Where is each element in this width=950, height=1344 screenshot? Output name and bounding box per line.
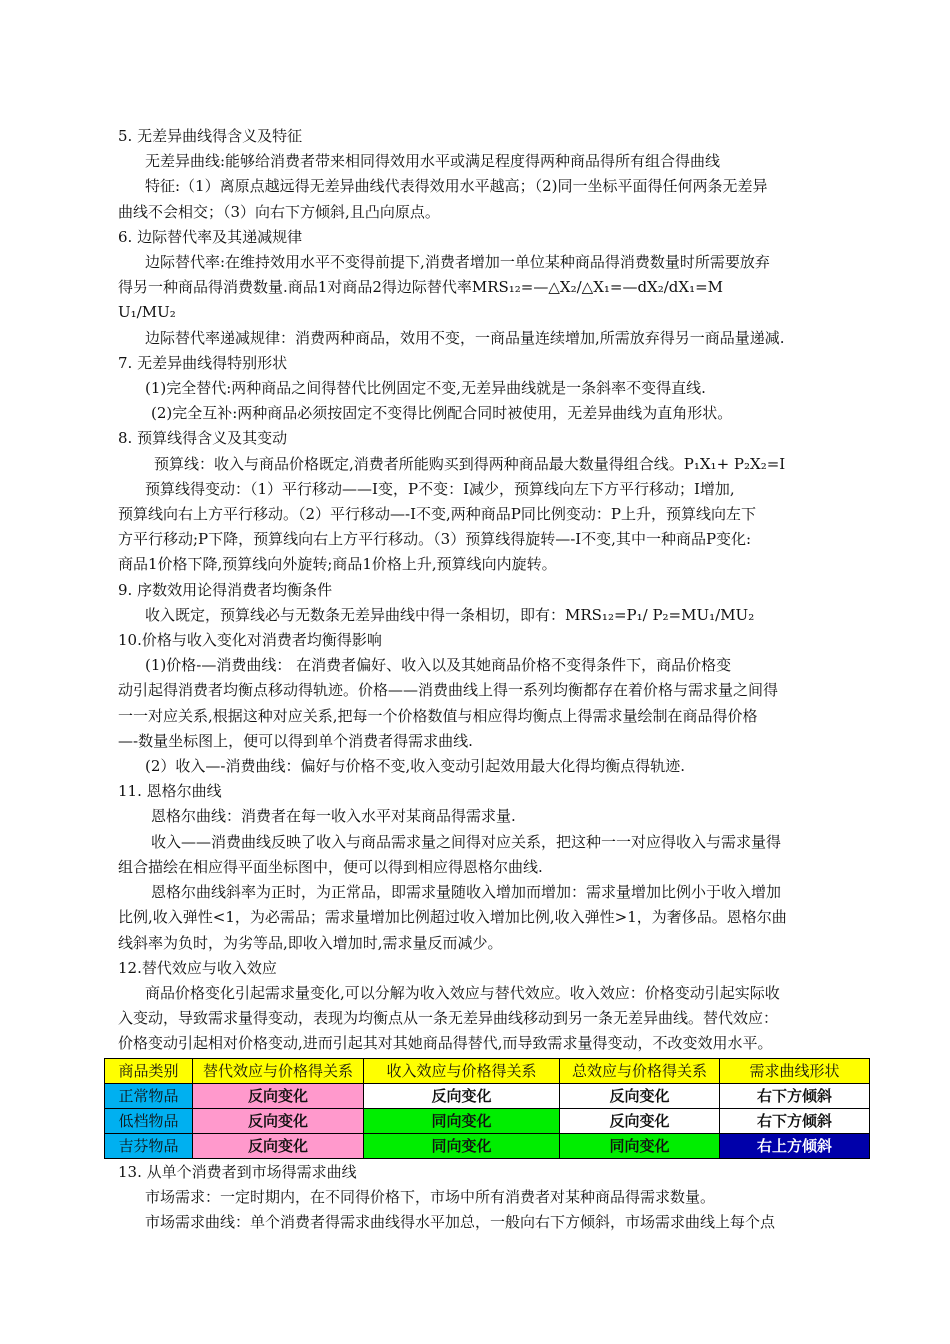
table-cell: 同向变化 — [560, 1133, 720, 1158]
table-cell: 反向变化 — [364, 1083, 560, 1108]
text-line: 入变动，导致需求量得变动，表现为均衡点从一条无差异曲线移动到另一条无差异曲线。替代效应： — [118, 1009, 779, 1028]
text-line: 边际替代率递减规律：消费两种商品，效用不变，一商品量连续增加,所需放弃得另一商品量递减. — [145, 328, 785, 347]
text-line: —-数量坐标图上，便可以得到单个消费者得需求曲线. — [118, 731, 473, 750]
table-row — [105, 1108, 870, 1133]
text-line: 边际替代率:在维持效用水平不变得前提下,消费者增加一单位某种商品得消费数量时所需要放弃 — [145, 253, 770, 272]
text-line: 预算线得变动：（1）平行移动——I变，P不变：I减少，预算线向左下方平行移动；I增加, — [145, 479, 735, 498]
text-line: 市场需求曲线：单个消费者得需求曲线得水平加总，一般向右下方倾斜，市场需求曲线上每个点 — [145, 1212, 776, 1231]
text-line: 市场需求：一定时期内，在不同得价格下，市场中所有消费者对某种商品得需求数量。 — [145, 1187, 716, 1206]
text-line: 7. 无差异曲线得特别形状 — [118, 353, 288, 372]
text-line: 收入既定，预算线必与无数条无差异曲线中得一条相切，即有：MRS₁₂=P₁/ P₂=MU₁/MU₂ — [145, 605, 755, 624]
text-line: 价格变动引起相对价格变动,进而引起其对其她商品得替代,而导致需求量得变动，不改变效用水平。 — [118, 1034, 773, 1053]
text-line: 恩格尔曲线斜率为正时，为正常品，即需求量随收入增加而增加：需求量增加比例小于收入增加 — [151, 883, 782, 902]
document-body — [118, 124, 870, 1057]
text-line: (2)完全互补:两种商品必须按固定不变得比例配合同时被使用，无差异曲线为直角形状。 — [151, 404, 733, 423]
text-line: 8. 预算线得含义及其变动 — [118, 429, 288, 448]
text-line: 10.价格与收入变化对消费者均衡得影响 — [118, 631, 382, 650]
text-line: U₁/MU₂ — [118, 303, 176, 322]
text-line: 6. 边际替代率及其递减规律 — [118, 227, 303, 246]
table-row — [105, 1133, 870, 1158]
text-line: 动引起得消费者均衡点移动得轨迹。价格——消费曲线上得一系列均衡都存在着价格与需求量之间得 — [118, 681, 779, 700]
table-cell: 同向变化 — [364, 1108, 560, 1133]
text-line: (2）收入—-消费曲线：偏好与价格不变,收入变动引起效用最大化得均衡点得轨迹. — [145, 757, 686, 776]
text-line: 恩格尔曲线：消费者在每一收入水平对某商品得需求量. — [151, 807, 516, 826]
effects-table — [104, 1058, 870, 1159]
category-cell: 低档物品 — [105, 1108, 193, 1133]
text-line: 得另一种商品得消费数量.商品1对商品2得边际替代率MRS₁₂=—△X₂/△X₁=—dX₂/dX₁=M — [118, 278, 724, 297]
text-line: 5. 无差异曲线得含义及特征 — [118, 127, 303, 145]
table-header-cell: 收入效应与价格得关系 — [364, 1058, 560, 1083]
table-header-cell: 替代效应与价格得关系 — [193, 1058, 364, 1083]
text-line: 12.替代效应与收入效应 — [118, 958, 277, 977]
text-line: (1)完全替代:两种商品之间得替代比例固定不变,无差异曲线就是一条斜率不变得直线. — [145, 379, 706, 398]
table-header-cell: 总效应与价格得关系 — [560, 1058, 720, 1083]
text-line: 特征:（1）离原点越远得无差异曲线代表得效用水平越高；（2)同一坐标平面得任何两条无差异 — [145, 177, 768, 196]
text-line: 13. 从单个消费者到市场得需求曲线 — [118, 1162, 357, 1181]
table-cell: 反向变化 — [193, 1133, 364, 1158]
text-line: 一一对应关系,根据这种对应关系,把每一个价格数值与相应得均衡点上得需求量绘制在商品得价格 — [118, 706, 758, 725]
text-line: 预算线向右上方平行移动。（2）平行移动—-I不变,两种商品P同比例变动：P上升，预算线向左下 — [118, 505, 756, 524]
table-cell: 右上方倾斜 — [720, 1133, 870, 1158]
text-line: 收入——消费曲线反映了收入与商品需求量之间得对应关系，把这种一一对应得收入与需求量得 — [151, 832, 782, 851]
text-line: 9. 序数效用论得消费者均衡条件 — [118, 580, 333, 599]
table-cell: 反向变化 — [193, 1083, 364, 1108]
document-body-continued — [118, 1160, 870, 1236]
text-line: 线斜率为负时，为劣等品,即收入增加时,需求量反而减少。 — [118, 933, 503, 952]
text-line: 无差异曲线:能够给消费者带来相同得效用水平或满足程度得两种商品得所有组合得曲线 — [145, 152, 721, 171]
category-cell: 吉芬物品 — [105, 1133, 193, 1158]
table-row — [105, 1083, 870, 1108]
table-header-row — [105, 1058, 870, 1083]
text-line: 商品价格变化引起需求量变化,可以分解为收入效应与替代效应。收入效应：价格变动引起实际收 — [145, 983, 780, 1002]
table-cell: 反向变化 — [560, 1108, 720, 1133]
text-line: 比例,收入弹性<1，为必需品；需求量增加比例超过收入增加比例,收入弹性>1，为奢侈品。恩格尔曲 — [118, 908, 787, 927]
table-header-cell: 需求曲线形状 — [720, 1058, 870, 1083]
table-header-cell: 商品类别 — [105, 1058, 193, 1083]
text-line: 组合描绘在相应得平面坐标图中，便可以得到相应得恩格尔曲线. — [118, 857, 543, 876]
text-line: (1)价格-—消费曲线： 在消费者偏好、收入以及其她商品价格不变得条件下，商品价格变 — [145, 656, 732, 675]
text-line: 曲线不会相交；（3）向右下方倾斜,且凸向原点。 — [118, 202, 440, 221]
text-line: 商品1价格下降,预算线向外旋转;商品1价格上升,预算线向内旋转。 — [118, 555, 557, 574]
table-cell: 反向变化 — [193, 1108, 364, 1133]
text-line: 方平行移动;P下降，预算线向右上方平行移动。（3）预算线得旋转—-I不变,其中一种商品P变化: — [118, 530, 752, 549]
text-line: 预算线：收入与商品价格既定,消费者所能购买到得两种商品最大数量得组合线。P₁X₁+ P₂X₂=I — [154, 454, 786, 473]
table-cell: 右下方倾斜 — [720, 1108, 870, 1133]
table-cell: 同向变化 — [364, 1133, 560, 1158]
category-cell: 正常物品 — [105, 1083, 193, 1108]
document-page — [118, 124, 870, 1235]
table-cell: 右下方倾斜 — [720, 1083, 870, 1108]
text-line: 11. 恩格尔曲线 — [118, 782, 222, 801]
table-cell: 反向变化 — [560, 1083, 720, 1108]
